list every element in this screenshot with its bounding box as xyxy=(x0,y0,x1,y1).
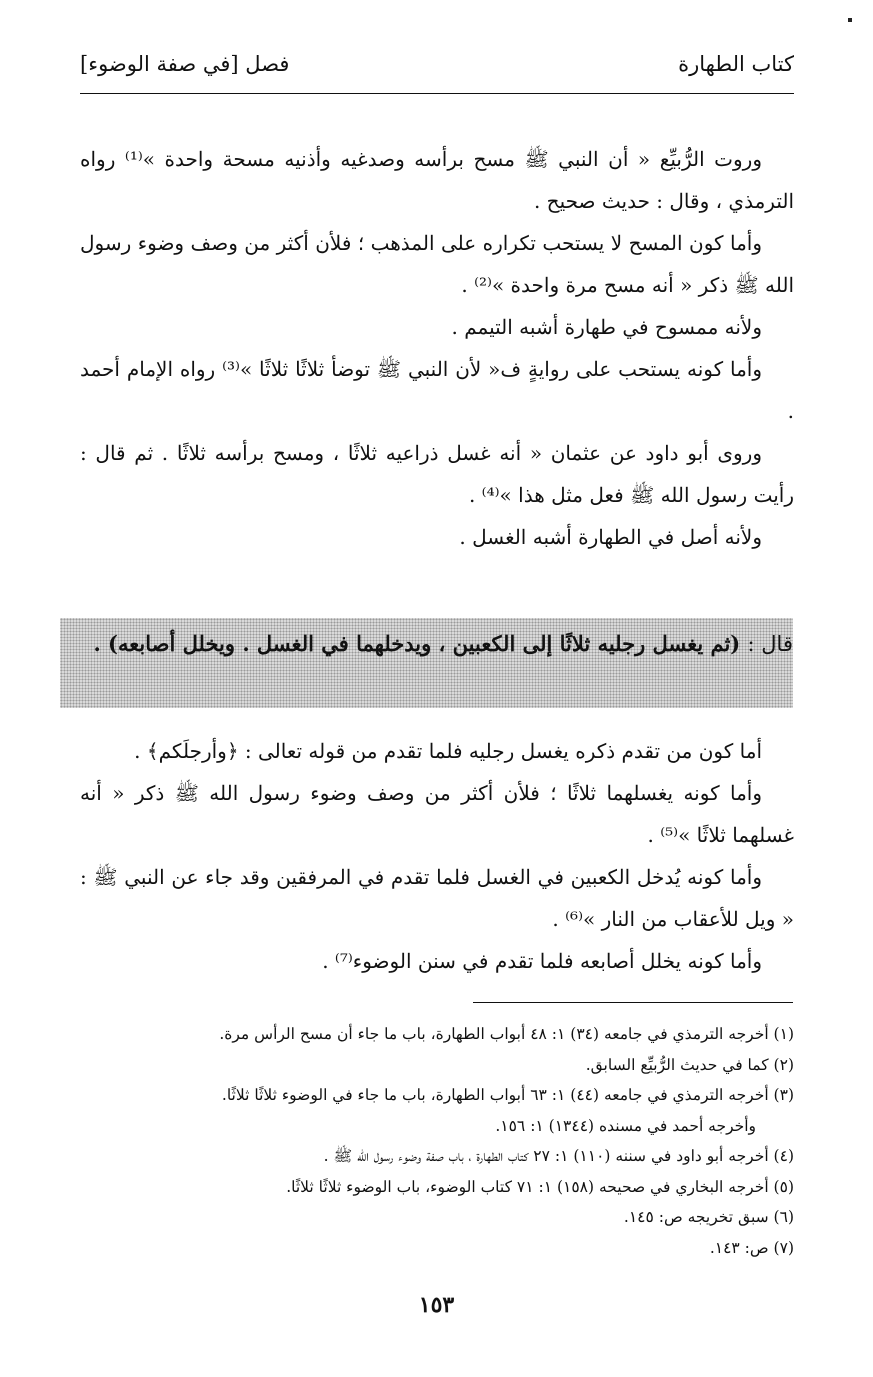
paragraph: أما كون من تقدم ذكره يغسل رجليه فلما تقدم من قوله تعالى : ﴿وأرجلَكم﴾ . xyxy=(134,739,762,763)
paragraph: وأما كونه يغسلهما ثلاثًا ؛ فلأن أكثر من وصف وضوء رسول الله ﷺ ذكر « أنه غسلهما ثلاثًا »⁽⁵⁾ . xyxy=(80,781,794,847)
footnote: (٥) أخرجه البخاري في صحيحه (١٥٨) ١: ٧١ كتاب الوضوء، باب الوضوء ثلاثًا ثلاثًا. xyxy=(286,1177,794,1196)
footnote: (٧) ص: ١٤٣. xyxy=(709,1238,794,1257)
paragraph: وروت الرُّبيِّع « أن النبي ﷺ مسح برأسه وصدغيه وأذنيه مسحة واحدة »⁽¹⁾ رواه الترمذي ، وقال : حديث صحيح . xyxy=(80,147,794,213)
footnotes xyxy=(80,1019,794,1263)
footnote: (٤) أخرجه أبو داود في سننه (١١٠) ١: ٢٧ كتاب الطهارة ، باب صفة وضوء رسول الله ﷺ . xyxy=(323,1147,794,1165)
matn-text xyxy=(60,618,793,664)
paragraph: وأما كونه يستحب على روايةٍ ف« لأن النبي ﷺ توضأ ثلاثًا ثلاثًا »⁽³⁾ رواه الإمام أحمد . xyxy=(80,357,794,423)
matn-box xyxy=(60,618,793,708)
footnote: (٦) سبق تخريجه ص: ١٤٥. xyxy=(623,1208,794,1226)
paragraph: وروى أبو داود عن عثمان « أنه غسل ذراعيه ثلاثًا ، ومسح برأسه ثلاثًا . ثم قال : رأيت رسول الله ﷺ فعل مثل هذا »⁽⁴⁾ . xyxy=(80,441,794,507)
matn-quote: (ثم يغسل رجليه ثلاثًا إلى الكعبين ، ويدخلهما في الغسل . ويخلل أصابعه) . xyxy=(93,631,741,656)
footnote: (٣) أخرجه الترمذي في جامعه (٤٤) ١: ٦٣ أبواب الطهارة، باب ما جاء في الوضوء ثلاثًا ثلاثًا. xyxy=(221,1086,794,1104)
footnote: (١) أخرجه الترمذي في جامعه (٣٤) ١: ٤٨ أبواب الطهارة، باب ما جاء أن مسح الرأس مرة. xyxy=(219,1025,794,1043)
main-text-bottom xyxy=(80,730,794,982)
page-number: ١٥٣ xyxy=(418,1292,455,1318)
footnote-continuation: وأخرجه أحمد في مسنده (١٣٤٤) ١: ١٥٦. xyxy=(495,1116,756,1135)
paragraph: وأما كونه يخلل أصابعه فلما تقدم في سنن الوضوء⁽⁷⁾ . xyxy=(322,949,762,973)
matn-label: قال : xyxy=(747,632,793,656)
footnote-rule xyxy=(473,1002,793,1003)
main-text-top xyxy=(80,138,794,558)
scan-mark xyxy=(848,18,852,22)
running-header xyxy=(80,52,794,86)
paragraph: وأما كونه يُدخل الكعبين في الغسل فلما تقدم في المرفقين وقد جاء عن النبي ﷺ : « ويل للأعقاب من النار »⁽⁶⁾ . xyxy=(80,865,794,931)
paragraph: ولأنه أصل في الطهارة أشبه الغسل . xyxy=(459,525,762,549)
footnote: (٢) كما في حديث الرُّبيِّع السابق. xyxy=(585,1055,794,1074)
header-rule xyxy=(80,93,794,94)
paragraph: ولأنه ممسوح في طهارة أشبه التيمم . xyxy=(451,315,762,339)
section-title: فصل [في صفة الوضوء] xyxy=(80,52,290,76)
book-title: كتاب الطهارة xyxy=(678,52,794,76)
paragraph: وأما كون المسح لا يستحب تكراره على المذهب ؛ فلأن أكثر من وصف وضوء رسول الله ﷺ ذكر « أنه مسح مرة واحدة »⁽²⁾ . xyxy=(80,231,794,297)
